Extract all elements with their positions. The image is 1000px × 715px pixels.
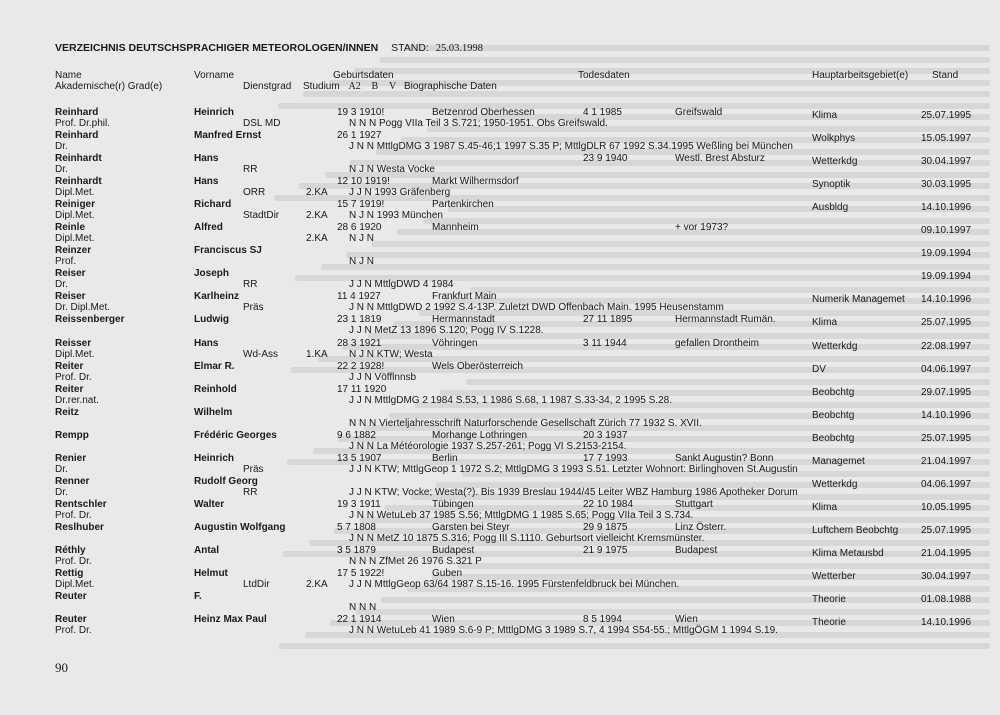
col-vorname: Vorname [194,70,235,81]
entry-death-date: 27 11 1895 [583,314,633,325]
col-v: V [388,81,397,92]
entry-studium: 2.KA [306,210,328,221]
entry-academic-degree: Dr. [55,141,68,152]
entry-stand-date: 19.09.1994 [921,271,972,282]
entry-dienstgrad: StadtDir [243,210,280,221]
entry-academic-degree: Dipl.Met. [55,210,95,221]
entry-work-area: Managemet [812,456,865,467]
ghost-line [350,160,990,166]
entry-dienstgrad: Präs [243,302,264,313]
entry-stand-date: 29.07.1995 [921,387,972,398]
entry-birth-date: 19 3 1910! [337,107,385,118]
entry-death-place: Budapest [675,545,718,556]
entry-birth-place: Partenkirchen [432,199,494,210]
entry-work-area: Wolkphys [812,133,856,144]
col-studium: Studium [303,81,340,92]
ghost-line [346,252,990,258]
entry-vorname: Elmar R. [194,361,235,372]
ghost-line [279,643,990,649]
entry-bio-data: N J N 1993 München [349,210,443,221]
entry-name: Renier [55,453,87,464]
entry-academic-degree: Dipl.Met. [55,233,95,244]
entry-work-area: Wetterber [812,571,856,582]
ghost-line [278,103,991,109]
entry-birth-date: 26 1 1927 [337,130,382,141]
entry-academic-degree: Dipl.Met. [55,187,95,198]
ghost-line [381,597,990,603]
entry-stand-date: 30.04.1997 [921,571,972,582]
stand-label: STAND: [391,42,429,54]
entry-academic-degree: Dr. [55,279,68,290]
entry-stand-date: 01.08.1988 [921,594,972,605]
entry-bio-data: J N N MttlgDMG 3 1987 S.45-46;1 1997 S.35 P; MttlgDLR 67 1992 S.34.1995 Weßling bei München [349,141,793,152]
entry-death-date: 20 3 1937 [583,430,628,441]
entry-academic-degree: Dr. [55,464,68,475]
entry-studium: 2.KA [306,233,328,244]
col-hauptarbeitsgebiet: Hauptarbeitsgebiet(e) [812,70,909,81]
entry-birth-date: 28 3 1921 [337,338,382,349]
entry-vorname: Hans [194,338,219,349]
entry-vorname: Walter [194,499,225,510]
entry-bio-data: N N N Pogg VIIa Teil 3 S.721; 1950-1951. Obs Greifswald. [349,118,608,129]
entry-stand-date: 21.04.1997 [921,456,972,467]
entry-studium: 2.KA [306,579,328,590]
entry-stand-date: 22.08.1997 [921,341,972,352]
entry-birth-place: Betzenrod Oberhessen [432,107,535,118]
entry-dienstgrad: Präs [243,464,264,475]
entry-vorname: Wilhelm [194,407,233,418]
entry-academic-degree: Prof. Dr.phil. [55,118,111,129]
entry-bio-data: N J N [349,256,374,267]
entry-name: Reuter [55,591,87,602]
entry-work-area: Wetterkdg [812,341,858,352]
entry-name: Reiser [55,268,86,279]
entry-death-date: 29 9 1875 [583,522,628,533]
entry-death-place: + vor 1973? [675,222,729,233]
entry-stand-date: 25.07.1995 [921,525,972,536]
entry-bio-data: J J N KTW; MttlgGeop 1 1972 S.2; MttlgDMG 3 1993 S.51. Letzter Wohnort: Birlinghoven St.Augustin [349,464,798,475]
entry-vorname: Joseph [194,268,230,279]
entry-bio-data: N N N Vierteljahresschrift Naturforschende Gesellschaft Zürich 77 1932 S. XVII. [349,418,702,429]
entry-vorname: Antal [194,545,219,556]
entry-bio-data: J N N MttlgDWD 2 1992 S.4-13P. Zuletzt DWD Offenbach Main. 1995 Heusenstamm [349,302,724,313]
entry-birth-place: Wels Oberösterreich [432,361,523,372]
entry-bio-data: N J N Westa Vocke [349,164,435,175]
entry-birth-date: 5 7 1808 [337,522,376,533]
entry-name: Reinhard [55,130,99,141]
entry-name: Reinle [55,222,86,233]
entry-name: Rempp [55,430,89,441]
entry-work-area: Klima [812,502,838,513]
entry-name: Reiter [55,384,84,395]
col-header-line2 [303,81,497,92]
entry-stand-date: 14.10.1996 [921,410,972,421]
entry-work-area: Beobchtg [812,387,855,398]
entry-bio-data: J N N WetuLeb 37 1985 S.56; MttlgDMG 1 1985 S.65; Pogg VIIa Teil 3 S.734. [349,510,694,521]
entry-name: Reitz [55,407,79,418]
entry-stand-date: 10.05.1995 [921,502,972,513]
entry-vorname: Reinhold [194,384,237,395]
entry-work-area: DV [812,364,826,375]
entry-death-place: Sankt Augustin? Bonn [675,453,774,464]
entry-vorname: Alfred [194,222,223,233]
entry-birth-date: 12 10 1919! [337,176,390,187]
entry-vorname: Ludwig [194,314,229,325]
entry-work-area: Klima [812,110,838,121]
entry-vorname: Rudolf Georg [194,476,258,487]
ghost-line [372,241,991,247]
entry-vorname: Hans [194,176,219,187]
col-a2: A2 [348,81,361,92]
entry-death-place: Stuttgart [675,499,713,510]
entry-name: Reissenberger [55,314,125,325]
entry-work-area: Theorie [812,594,846,605]
entry-name: Reuter [55,614,87,625]
entry-stand-date: 25.07.1995 [921,110,972,121]
entry-bio-data: J J N KTW; Vocke; Westa(?). Bis 1939 Breslau 1944/45 Leiter WBZ Hamburg 1986 Apotheker Dorum [349,487,798,498]
entry-name: Reiniger [55,199,96,210]
entry-stand-date: 14.10.1996 [921,617,972,628]
entry-bio-data: N N N [349,602,377,613]
entry-academic-degree: Dipl.Met. [55,349,95,360]
entry-death-date: 8 5 1994 [583,614,622,625]
entry-dienstgrad: LtdDir [243,579,270,590]
ghost-line [321,264,991,270]
entry-work-area: Theorie [812,617,846,628]
entry-birth-date: 15 7 1919! [337,199,385,210]
entry-vorname: Hans [194,153,219,164]
entry-birth-place: Guben [432,568,463,579]
ghost-line [466,379,991,385]
entry-death-date: 3 11 1944 [583,338,627,349]
entry-death-date: 21 9 1975 [583,545,628,556]
entry-name: Rentschler [55,499,107,510]
entry-name: Reisser [55,338,92,349]
entry-dienstgrad: DSL MD [243,118,281,129]
entry-stand-date: 15.05.1997 [921,133,972,144]
entry-name: Renner [55,476,90,487]
entry-vorname: Karlheinz [194,291,240,302]
entry-bio-data: J J N 1993 Gräfenberg [349,187,451,198]
page-number: 90 [55,660,68,675]
entry-birth-date: 22 2 1928! [337,361,385,372]
entry-bio-data: J J N Vöfflnnsb [349,372,417,383]
entry-work-area: Beobchtg [812,433,855,444]
entry-death-place: Hermannstadt Rumän. [675,314,776,325]
entry-bio-data: J J N MttlgDWD 4 1984 [349,279,454,290]
entry-vorname: Richard [194,199,232,210]
entry-birth-place: Morhange Lothringen [432,430,528,441]
entry-death-place: Linz Österr. [675,522,727,533]
entry-academic-degree: Dr. [55,164,68,175]
entry-birth-place: Mannheim [432,222,479,233]
entry-bio-data: J J N MttlgGeop 63/64 1987 S.15-16. 1995 Fürstenfeldbruck bei München. [349,579,680,590]
ghost-line [405,45,990,51]
entry-work-area: Wetterkdg [812,156,858,167]
entry-death-date: 17 7 1993 [583,453,628,464]
entry-work-area: Wetterkdg [812,479,858,490]
ghost-line [448,206,990,212]
ghost-line [470,287,991,293]
entry-name: Reslhuber [55,522,104,533]
entry-stand-date: 21.04.1995 [921,548,972,559]
entry-dienstgrad: ORR [243,187,266,198]
entry-vorname: Augustin Wolfgang [194,522,286,533]
col-name: Name [55,70,82,81]
entry-stand-date: 19.09.1994 [921,248,972,259]
entry-academic-degree: Prof. Dr. [55,510,92,521]
entry-name: Reiser [55,291,86,302]
entry-stand-date: 30.04.1997 [921,156,972,167]
entry-studium: 2.KA [306,187,328,198]
entry-academic-degree: Dr. Dipl.Met. [55,302,111,313]
entry-work-area: Synoptik [812,179,851,190]
col-dienstgrad: Dienstgrad [243,81,292,92]
entry-vorname: Manfred Ernst [194,130,262,141]
entry-dienstgrad: RR [243,164,258,175]
entry-birth-place: Garsten bei Steyr [432,522,510,533]
entry-academic-degree: Prof. Dr. [55,556,92,567]
entry-work-area: Ausbldg [812,202,849,213]
entry-bio-data: N J N KTW; Westa [349,349,433,360]
entry-birth-date: 3 5 1879 [337,545,376,556]
entry-stand-date: 14.10.1996 [921,294,972,305]
entry-birth-place: Berlin [432,453,458,464]
entry-work-area: Klima [812,317,838,328]
entry-studium: 1.KA [306,349,328,360]
entry-bio-data: N J N [349,233,374,244]
entry-stand-date: 30.03.1995 [921,179,972,190]
entry-name: Reinhardt [55,153,102,164]
entry-vorname: Heinz Max Paul [194,614,267,625]
entry-birth-date: 9 6 1882 [337,430,376,441]
entry-birth-date: 19 3 1911 [337,499,381,510]
entry-birth-place: Budapest [432,545,475,556]
col-stand: Stand [932,70,959,81]
entry-stand-date: 25.07.1995 [921,317,972,328]
entry-dienstgrad: RR [243,487,258,498]
entry-stand-date: 09.10.1997 [921,225,972,236]
entry-death-place: Westl. Brest Absturz [675,153,765,164]
entry-birth-place: Frankfurt Main [432,291,497,302]
entry-bio-data: J N N La Météorologie 1937 S.257-261; Pogg VI S.2153-2154. [349,441,627,452]
entry-work-area: Beobchtg [812,410,855,421]
entry-name: Reinhard [55,107,99,118]
entry-death-date: 23 9 1940 [583,153,628,164]
entry-name: Rettig [55,568,84,579]
entry-death-place: Greifswald [675,107,723,118]
entry-name: Reinzer [55,245,92,256]
entry-dienstgrad: Wd-Ass [243,349,278,360]
entry-birth-date: 11 4 1927 [337,291,381,302]
entry-bio-data: J N N MetZ 10 1875 S.316; Pogg III S.1110. Geburtsort vielleicht Kremsmünster. [349,533,705,544]
entry-stand-date: 04.06.1997 [921,479,972,490]
entry-name: Reinhardt [55,176,102,187]
entry-stand-date: 04.06.1997 [921,364,972,375]
entry-academic-degree: Dipl.Met. [55,579,95,590]
entry-bio-data: J J N MetZ 13 1896 S.120; Pogg IV S.1228. [349,325,544,336]
entry-stand-date: 14.10.1996 [921,202,972,213]
entry-birth-place: Vöhringen [432,338,478,349]
col-todesdaten: Todesdaten [578,70,630,81]
entry-vorname: Frédéric Georges [194,430,277,441]
entry-death-date: 4 1 1985 [583,107,622,118]
entry-birth-date: 17 5 1922! [337,568,385,579]
entry-birth-date: 17 11 1920 [337,384,387,395]
entry-vorname: Franciscus SJ [194,245,262,256]
ghost-line [380,57,991,63]
entry-birth-place: Tübingen [432,499,474,510]
entry-name: Réthly [55,545,86,556]
col-bio: Biographische Daten [403,81,497,92]
entry-stand-date: 25.07.1995 [921,433,972,444]
entry-birth-place: Markt Wilhermsdorf [432,176,519,187]
ghost-line [458,563,991,569]
entry-bio-data: N N N ZfMet 26 1976 S.321 P [349,556,482,567]
entry-vorname: Heinrich [194,453,235,464]
entry-birth-place: Hermannstadt [432,314,495,325]
document-title: VERZEICHNIS DEUTSCHSPRACHIGER METEOROLOGEN/INNEN STAND: 25.03.1998 [55,42,484,54]
entry-death-place: Wien [675,614,698,625]
entry-academic-degree: Prof. Dr. [55,372,92,383]
col-akad-grad: Akademische(r) Grad(e) [55,81,163,92]
entry-birth-place: Wien [432,614,455,625]
entry-birth-date: 28 6 1920 [337,222,382,233]
entry-academic-degree: Dr.rer.nat. [55,395,99,406]
entry-death-date: 22 10 1984 [583,499,634,510]
entry-birth-date: 23 1 1819 [337,314,382,325]
entry-academic-degree: Dr. [55,487,68,498]
entry-academic-degree: Prof. Dr. [55,625,92,636]
entry-academic-degree: Prof. [55,256,77,267]
entry-work-area: Klima Metausbd [812,548,884,559]
entry-birth-date: 22 1 1914 [337,614,382,625]
entry-work-area: Numerik Managemet [812,294,905,305]
col-geburtsdaten: Geburtsdaten [333,70,394,81]
entry-name: Reiter [55,361,84,372]
entry-death-place: gefallen Drontheim [675,338,759,349]
entry-vorname: Heinrich [194,107,235,118]
entry-bio-data: J J N MttlgDMG 2 1984 S.53, 1 1986 S.68, 1 1987 S.33-34, 2 1995 S.28. [349,395,672,406]
col-b: B [371,81,379,92]
entry-vorname: F. [194,591,202,602]
entry-dienstgrad: RR [243,279,258,290]
entry-vorname: Helmut [194,568,228,579]
entry-birth-date: 13 5 1907 [337,453,382,464]
entry-bio-data: J N N WetuLeb 41 1989 S.6-9 P; MttlgDMG 3 1989 S.7, 4 1994 S54-55.; MttlgÖGM 1 1994 S.19. [349,625,778,636]
entry-work-area: Luftchem Beobchtg [812,525,899,536]
stand-date: 25.03.1998 [435,43,484,54]
